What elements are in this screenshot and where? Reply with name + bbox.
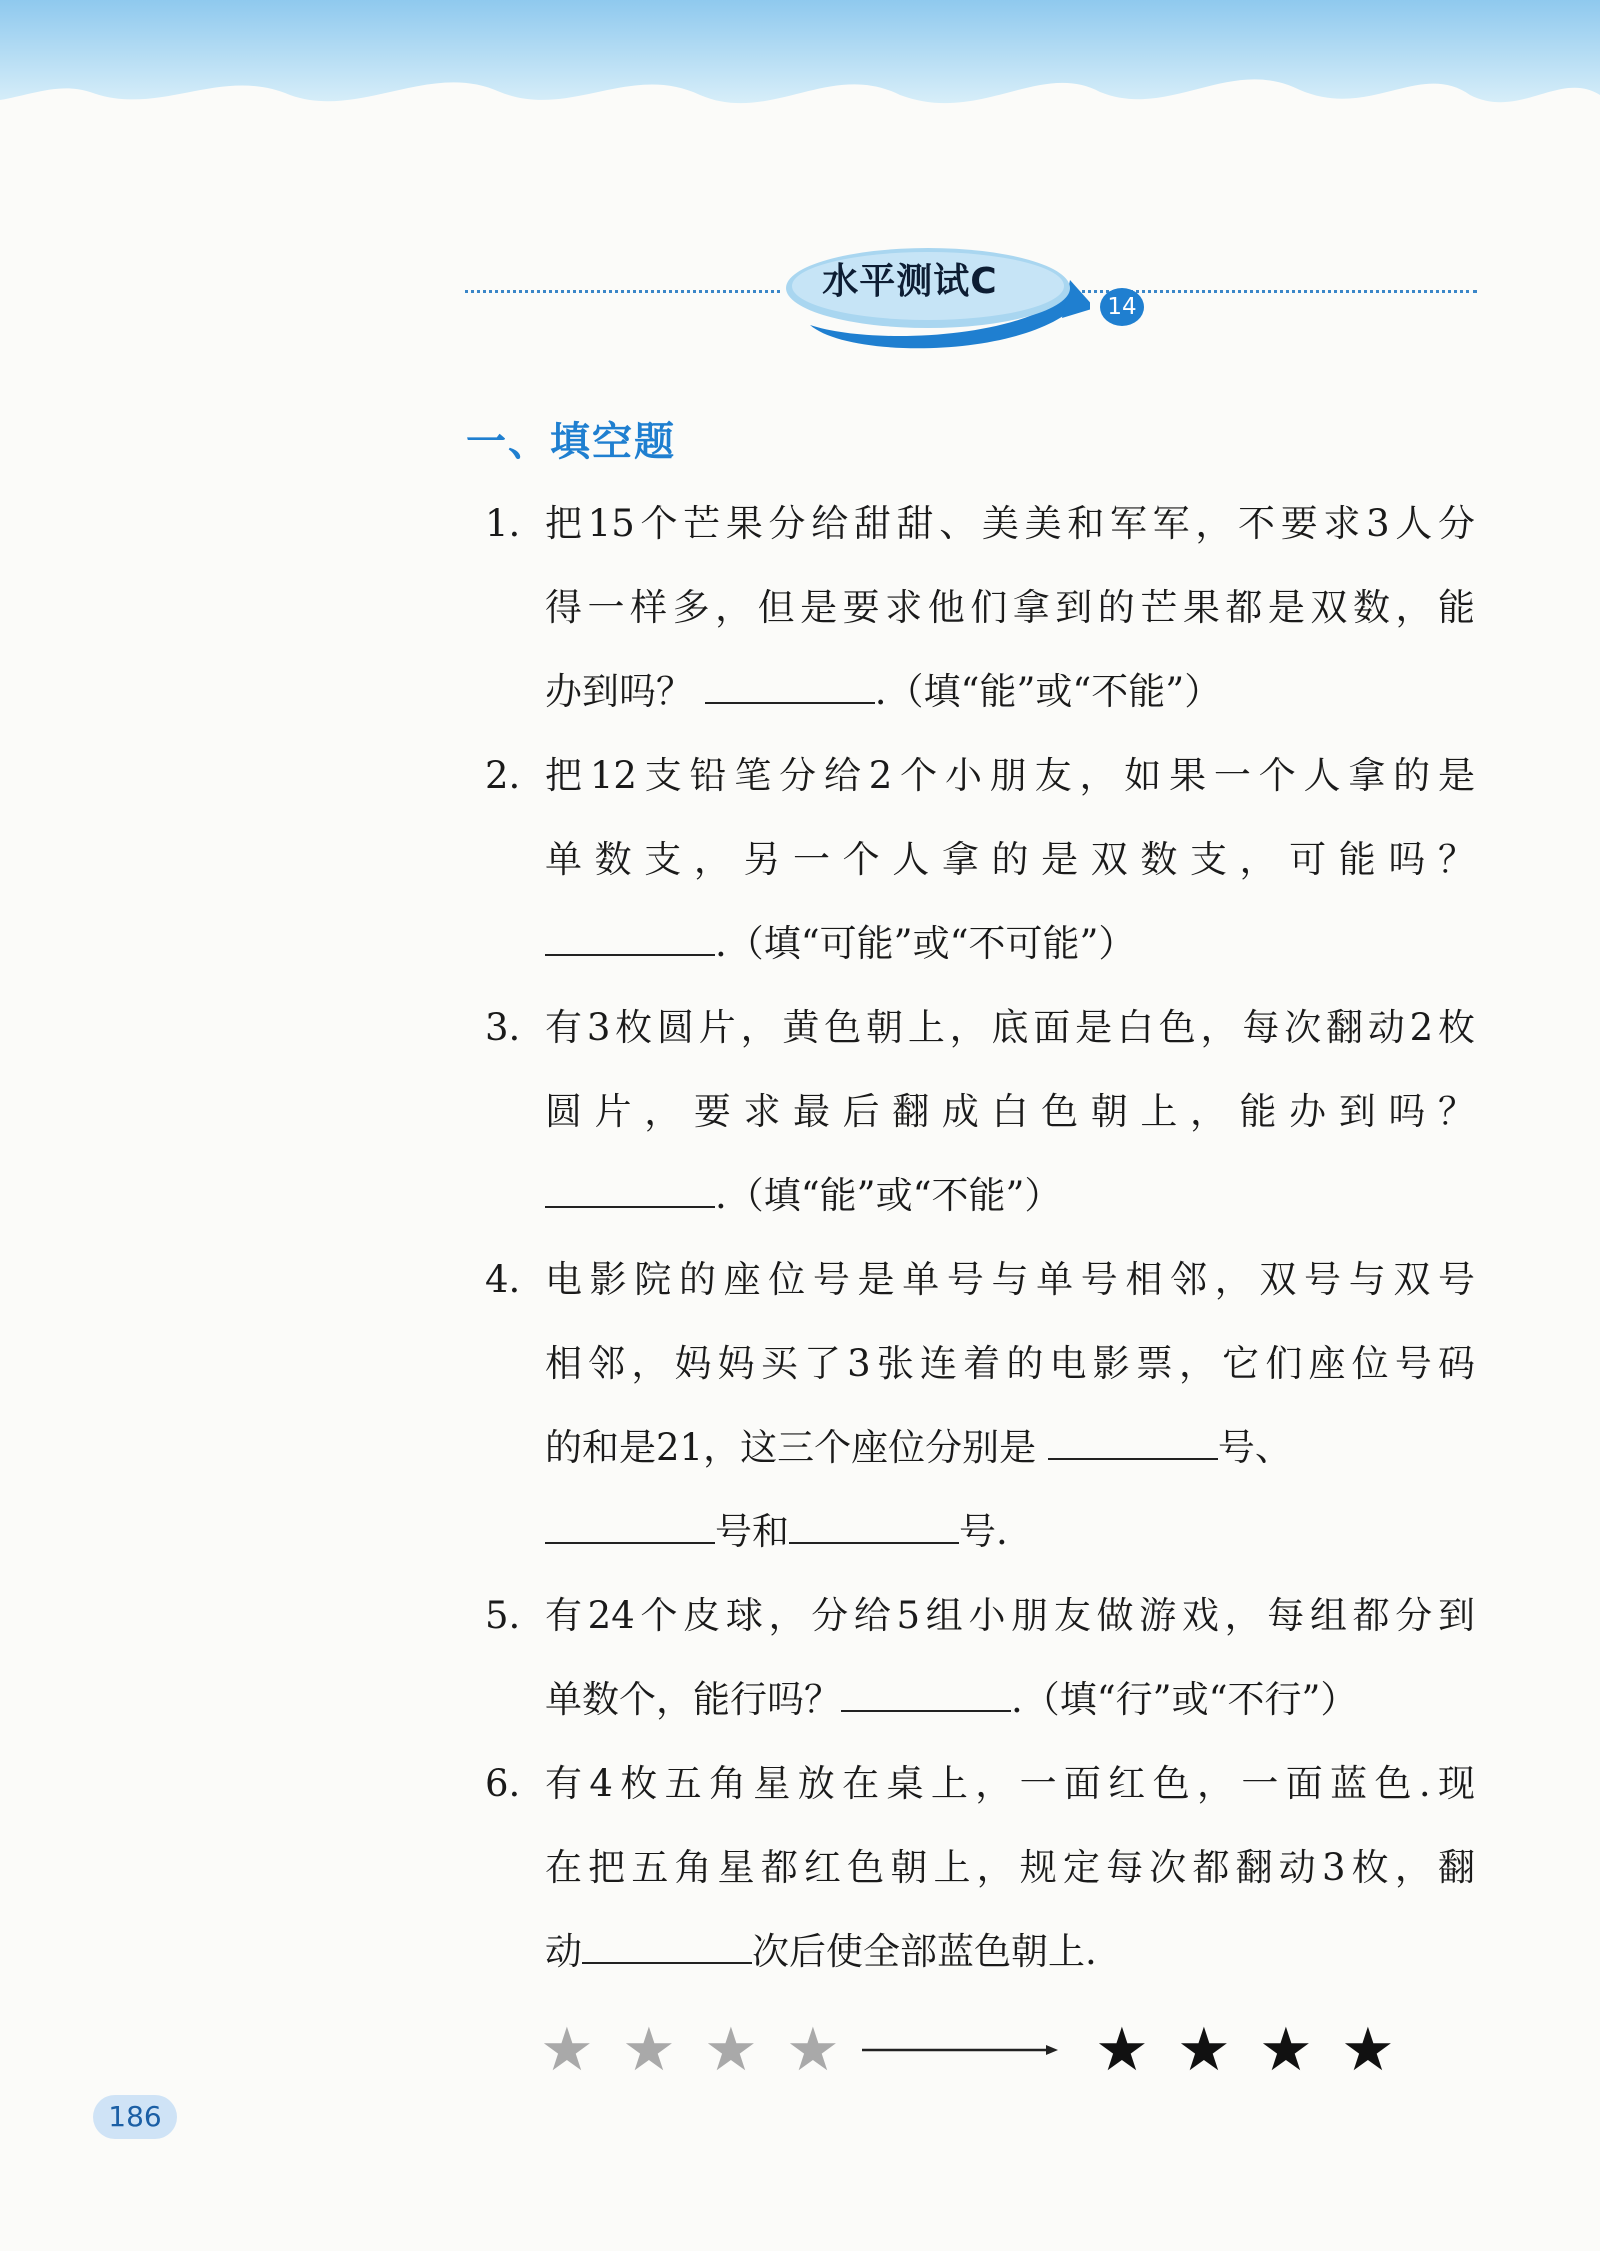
answer-blank[interactable]: [545, 924, 715, 956]
test-header: [460, 240, 1480, 360]
test-title: 水平测试C: [822, 261, 998, 302]
question-5-line-1: 有24个皮球，分给5组小朋友做游戏，每组都分到: [545, 1594, 1475, 1637]
question-6-number: 6.: [485, 1762, 521, 1805]
section-title: 一、填空题: [466, 419, 676, 465]
black-star-icon: ★: [1095, 2015, 1149, 2085]
question-3-number: 3.: [485, 1006, 521, 1049]
question-5-hint: .（填“行”或“不行”）: [1011, 1678, 1358, 1721]
sky-cloud-banner: [0, 0, 1600, 150]
star-flip-illustration: [540, 2015, 1410, 2085]
answer-blank[interactable]: [545, 1176, 715, 1208]
question-1-hint: .（填“能”或“不能”）: [874, 670, 1222, 713]
question-3-line-3: [545, 1154, 1061, 1238]
question-2-hint: .（填“可能”或“不可能”）: [715, 922, 1136, 965]
question-2-number: 2.: [485, 754, 521, 797]
question-3-hint: .（填“能”或“不能”）: [715, 1174, 1062, 1217]
question-3-line-2: 圆片，要求最后翻成白色朝上，能办到吗？: [545, 1090, 1475, 1133]
question-1-line-2: 得一样多，但是要求他们拿到的芒果都是双数，能: [545, 586, 1475, 629]
answer-blank[interactable]: [1048, 1428, 1218, 1460]
question-2-line-3: [545, 902, 1135, 986]
question-4-line-2: 相邻，妈妈买了3张连着的电影票，它们座位号码: [545, 1342, 1475, 1385]
answer-blank[interactable]: [545, 1512, 715, 1544]
answer-blank[interactable]: [582, 1932, 752, 1964]
question-5-number: 5.: [485, 1594, 521, 1637]
question-4-line-1: 电影院的座位号是单号与单号相邻，双号与双号: [545, 1258, 1475, 1301]
question-1-text: 办到吗？: [545, 670, 693, 713]
page-number: 186: [93, 2095, 177, 2139]
unit-number-badge: 14: [1100, 288, 1144, 326]
black-star-icon: ★: [1341, 2015, 1395, 2085]
answer-blank[interactable]: [841, 1680, 1011, 1712]
question-2-line-1: 把12支铅笔分给2个小朋友，如果一个人拿的是: [545, 754, 1475, 797]
question-1-number: 1.: [485, 502, 521, 545]
question-2-line-2: 单数支，另一个人拿的是双数支，可能吗？: [545, 838, 1475, 881]
question-4-line-3: [545, 1406, 1292, 1490]
gray-star-icon: ★: [622, 2015, 676, 2085]
question-1-line-3: [545, 650, 1221, 734]
question-6-line-2: 在把五角星都红色朝上，规定每次都翻动3枚，翻: [545, 1846, 1475, 1889]
question-6-line-3: [545, 1910, 1097, 1994]
dotted-rule-left: [465, 290, 780, 293]
question-1-line-1: 把15个芒果分给甜甜、美美和军军，不要求3人分: [545, 502, 1475, 545]
right-arrow-icon: [860, 2035, 1060, 2065]
question-3-line-1: 有3枚圆片，黄色朝上，底面是白色，每次翻动2枚: [545, 1006, 1475, 1049]
answer-blank[interactable]: [705, 672, 875, 704]
black-star-icon: ★: [1177, 2015, 1231, 2085]
question-5-text: 单数个，能行吗？: [545, 1678, 841, 1721]
question-4-number: 4.: [485, 1258, 521, 1301]
gray-star-icon: ★: [704, 2015, 758, 2085]
question-4-unit: 号、: [1217, 1426, 1292, 1469]
question-4-unit: 号.: [959, 1510, 1008, 1553]
question-4-text: 的和是21，这三个座位分别是: [545, 1426, 1037, 1469]
question-4-line-4: [545, 1490, 1008, 1574]
answer-blank[interactable]: [789, 1512, 959, 1544]
question-4-unit: 号和: [715, 1510, 789, 1553]
gray-star-icon: ★: [540, 2015, 594, 2085]
black-star-icon: ★: [1259, 2015, 1313, 2085]
question-5-line-2: [545, 1658, 1357, 1742]
question-6-line-1: 有4枚五角星放在桌上，一面红色，一面蓝色.现: [545, 1762, 1475, 1805]
question-6-text-end: 次后使全部蓝色朝上.: [752, 1930, 1097, 1973]
question-6-text: 动: [545, 1930, 582, 1973]
gray-star-icon: ★: [786, 2015, 840, 2085]
